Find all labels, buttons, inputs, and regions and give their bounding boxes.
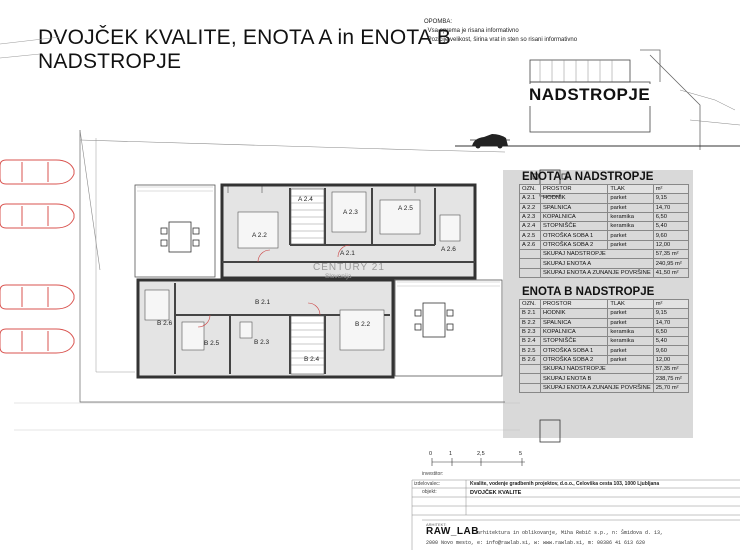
column-header: m² [653,185,688,194]
firm-address-line-2: 2000 Novo mesto, e: info@rawlab.si, w: www.rawlab.si, m: 00386 41 613 620 [426,540,646,546]
cell: SKUPAJ ENOTA B [541,374,654,383]
cell: STOPNIŠČE [541,222,608,231]
section-label: NADSTROPJE [529,85,651,104]
cell: KOPALNICA [541,327,608,336]
cell: 240,95 m² [653,259,688,268]
scale-label: 1 [449,451,453,457]
table-row [520,309,689,318]
cell: SKUPAJ NADSTROPJE [541,365,654,374]
cell: B 2.2 [520,318,541,327]
total-row [520,383,689,392]
cell: B 2.6 [520,355,541,364]
table-row [520,327,689,336]
note-heading: OPOMBA: [424,19,453,25]
table-row [520,222,689,231]
cell: 6,50 [653,212,688,221]
title-line-1: DVOJČEK KVALITE, ENOTA A in ENOTA B [38,26,452,49]
room-label: B 2.5 [204,340,220,347]
table-row [520,346,689,355]
enota-b-title: ENOTA B NADSTROPJE [522,286,655,298]
cell: OTROŠKA SOBA 2 [541,355,608,364]
cell: parket [608,318,653,327]
title-line-2: NADSTROPJE [38,50,182,73]
cell: OTROŠKA SOBA 1 [541,231,608,240]
cell: SKUPAJ ENOTA A ZUNANJE POVRŠINE [541,268,654,277]
cell: 57,35 m² [653,250,688,259]
cell: 41,50 m² [653,268,688,277]
cell: 9,60 [653,346,688,355]
column-header: m² [653,300,688,309]
cell: 57,35 m² [653,365,688,374]
cell: SKUPAJ NADSTROPJE [541,250,654,259]
parked-car [0,329,74,353]
cell: keramika [608,212,653,221]
cell: keramika [608,222,653,231]
room-label: B 2.4 [304,356,320,363]
room-label: B 2.1 [255,299,271,306]
enota-b-table [519,299,689,393]
cell: SKUPAJ ENOTA A ZUNANJE POVRŠINE [541,383,654,392]
objekt-label: objekt: [422,489,437,495]
cell: B 2.1 [520,309,541,318]
firm-address-line-1: arhitektura in oblikovanje, Miha Rebič s.p., n: Šmidova d. 13, [477,530,664,536]
note-line: - Vsa oprema je risana informativno [424,28,519,34]
total-row [520,365,689,374]
cell: A 2.5 [520,231,541,240]
total-row [520,268,689,277]
room-label: A 2.4 [298,196,313,203]
cell: 12,00 [653,240,688,249]
firm-label: ARHITEKT: [426,522,447,527]
table-row [520,203,689,212]
terrace-b [395,280,502,376]
table-header-row [520,300,689,309]
cell: A 2.1 [520,194,541,203]
column-header: OZN. [520,185,541,194]
parked-car [0,160,74,184]
cell: A 2.4 [520,222,541,231]
cell: 25,70 m² [653,383,688,392]
cell: OTROŠKA SOBA 2 [541,240,608,249]
cell: keramika [608,327,653,336]
cell: parket [608,240,653,249]
cell: parket [608,203,653,212]
room-label: B 2.2 [355,321,371,328]
izdelovalec-value: Kvalite, vodenje gradbenih projektov, d.o.o., Celovška cesta 103, 1000 Ljubljana [470,481,660,487]
cell: parket [608,309,653,318]
enota-a-title: ENOTA A NADSTROPJE [522,171,654,183]
note-line: - Pozicije velikost, širina vrat in sten so risani informativno [424,37,578,43]
cell: 14,70 [653,318,688,327]
cell: STOPNIŠČE [541,337,608,346]
column-header: PROSTOR [541,185,608,194]
room-label: A 2.3 [343,209,358,216]
cell: 6,50 [653,327,688,336]
objekt-value: DVOJČEK KVALITE [470,490,522,496]
watermark-line-2: Slovenija [325,273,352,280]
cell: SPALNICA [541,318,608,327]
cell: 5,40 [653,337,688,346]
table-row [520,240,689,249]
column-header: OZN. [520,300,541,309]
cell: HODNIK [541,194,608,203]
room-label: A 2.1 [340,250,355,257]
cell: 14,70 [653,203,688,212]
total-row [520,374,689,383]
scale-label: 2,5 [477,451,485,457]
cell: 9,60 [653,231,688,240]
dining-table-icon [161,222,199,252]
parked-car [0,285,74,309]
table-header-row [520,185,689,194]
scale-label: 0 [429,451,433,457]
enota-a-table [519,184,689,278]
total-row [520,259,689,268]
unit-b-plan [138,280,393,377]
table-row [520,212,689,221]
room-label: A 2.5 [398,205,413,212]
room-label: A 2.6 [441,246,456,253]
parked-car [0,204,74,228]
cell: SKUPAJ ENOTA A [541,259,654,268]
cell: A 2.2 [520,203,541,212]
cell: SPALNICA [541,203,608,212]
table-row [520,231,689,240]
table-row [520,318,689,327]
cell: B 2.4 [520,337,541,346]
cell: 9,15 [653,309,688,318]
cell: KOPALNICA [541,212,608,221]
cell: parket [608,231,653,240]
room-label: A 2.2 [252,232,267,239]
cell: 5,40 [653,222,688,231]
firm-logo: RAW_LAB [426,526,479,537]
room-label: B 2.6 [157,320,173,327]
cell: HODNIK [541,309,608,318]
cell: 12,00 [653,355,688,364]
terrace-a [135,185,215,277]
room-label: B 2.3 [254,339,270,346]
cell: 9,15 [653,194,688,203]
table-row [520,337,689,346]
scale-label: 5 [519,451,523,457]
column-header: TLAK [608,300,653,309]
column-header: PROSTOR [541,300,608,309]
watermark [313,262,385,280]
cell: A 2.6 [520,240,541,249]
table-row [520,355,689,364]
cell: A 2.3 [520,212,541,221]
izdelovalec-label: izdelovalec: [414,481,441,487]
cell: parket [608,194,653,203]
column-header: TLAK [608,185,653,194]
investitor-label: investitor: [422,471,444,477]
cell: keramika [608,337,653,346]
cell: parket [608,346,653,355]
cell: B 2.3 [520,327,541,336]
scale-bar [432,458,525,466]
cell: 238,75 m² [653,374,688,383]
cell: OTROŠKA SOBA 1 [541,346,608,355]
cell: parket [608,355,653,364]
table-row [520,194,689,203]
dining-table-icon [415,303,453,337]
cell: B 2.5 [520,346,541,355]
watermark-line-1: CENTURY 21 [313,262,385,273]
total-row [520,250,689,259]
